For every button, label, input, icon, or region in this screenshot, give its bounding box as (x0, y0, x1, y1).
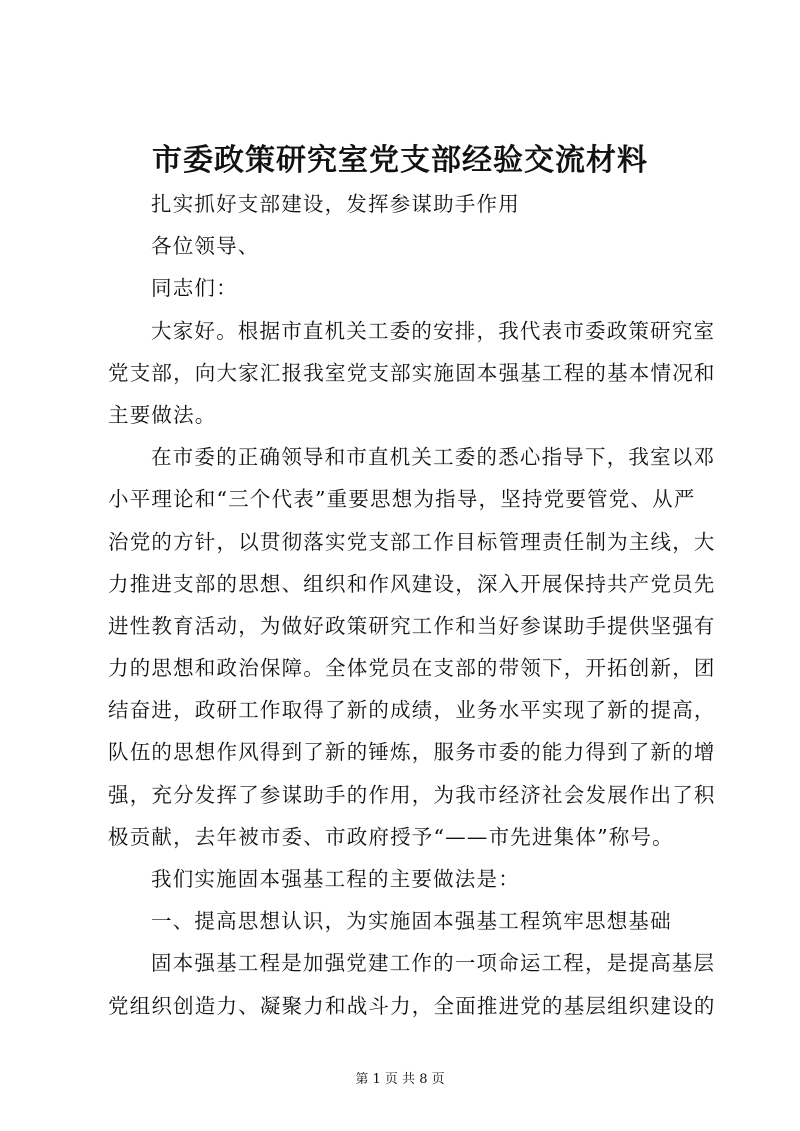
text-line: 结奋进，政研工作取得了新的成绩，业务水平实现了新的提高， (108, 698, 716, 723)
text-line: 同志们： (151, 276, 238, 301)
text-line: 队伍的思想作风得到了新的锤炼，服务市委的能力得到了新的增 (108, 740, 716, 765)
text-line: 各位领导、 (151, 234, 260, 259)
text-line: 进性教育活动，为做好政策研究工作和当好参谋助手提供坚强有 (108, 613, 716, 638)
text-line: 极贡献，去年被市委、市政府授予“——市先进集体”称号。 (108, 824, 674, 849)
text-line: 在市委的正确领导和市直机关工委的悉心指导下，我室以邓 (151, 445, 716, 470)
text-line: 固本强基工程是加强党建工作的一项命运工程，是提高基层 (151, 951, 716, 976)
text-line: 力的思想和政治保障。全体党员在支部的带领下，开拓创新，团 (108, 656, 716, 681)
document-body (108, 183, 723, 1027)
text-line: 大家好。根据市直机关工委的安排，我代表市委政策研究室 (151, 318, 716, 343)
text-line: 治党的方针，以贯彻落实党支部工作目标管理责任制为主线，大 (108, 529, 716, 554)
page-number-footer: 第 1 页 共 8 页 (355, 1072, 445, 1087)
text-line: 党组织创造力、凝聚力和战斗力，全面推进党的基层组织建设的 (108, 993, 716, 1018)
text-line: 主要做法。 (108, 402, 217, 427)
text-line: 扎实抓好支部建设，发挥参谋助手作用 (151, 192, 520, 216)
document-title: 市委政策研究室党支部经验交流材料 (152, 143, 648, 178)
text-line: 一、提高思想认识，为实施固本强基工程筑牢思想基础 (151, 909, 672, 934)
text-line: 强，充分发挥了参谋助手的作用，为我市经济社会发展作出了积 (108, 782, 716, 807)
text-line: 党支部，向大家汇报我室党支部实施固本强基工程的基本情况和 (108, 360, 716, 385)
text-line: 小平理论和“三个代表”重要思想为指导，坚持党要管党、从严 (108, 487, 696, 512)
text-line: 我们实施固本强基工程的主要做法是： (151, 867, 520, 891)
text-line: 力推进支部的思想、组织和作风建设，深入开展保持共产党员先 (108, 571, 716, 596)
